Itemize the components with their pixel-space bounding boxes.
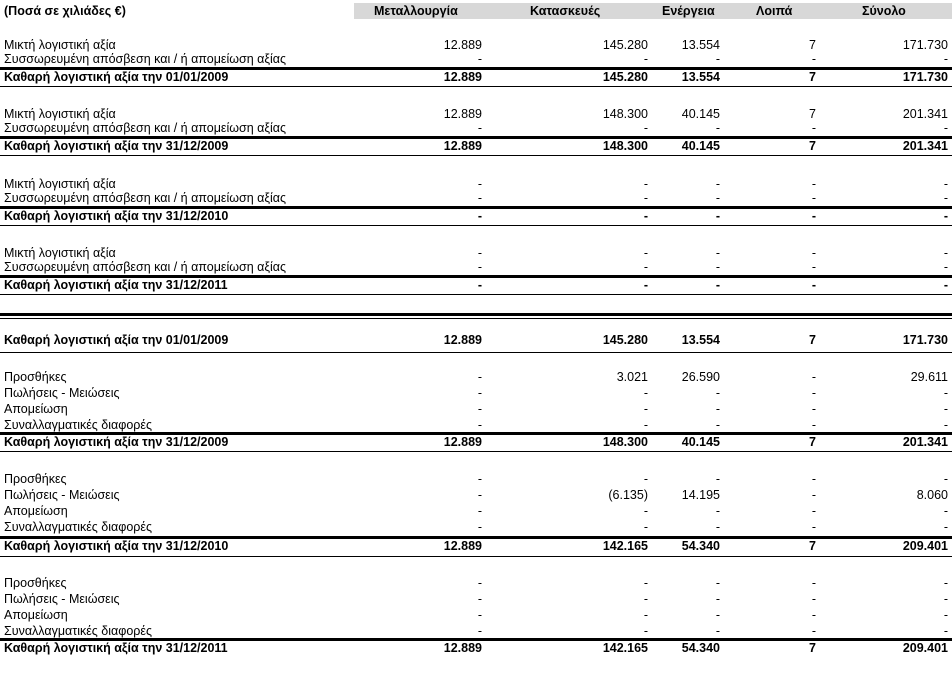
row-label: Πωλήσεις - Μειώσεις (4, 488, 120, 502)
rule-thin (0, 86, 952, 87)
cell-construction: - (643, 52, 648, 66)
table-row (0, 246, 952, 261)
cell-other: - (811, 504, 816, 518)
row-label: Απομείωση (4, 504, 68, 518)
rule-thin (0, 352, 952, 353)
cell-construction: - (643, 624, 648, 638)
cell-construction: - (643, 386, 648, 400)
cell-metallurgy: - (477, 386, 482, 400)
cell-energy: - (715, 260, 720, 274)
cell-metallurgy: - (477, 52, 482, 66)
cell-energy: 40.145 (681, 435, 720, 449)
cell-metallurgy: - (477, 624, 482, 638)
cell-construction: - (643, 472, 648, 486)
rule-thin (0, 155, 952, 156)
cell-construction: (6.135) (608, 488, 648, 502)
cell-metallurgy: 12.889 (443, 333, 482, 347)
cell-energy: - (715, 576, 720, 590)
cell-metallurgy: - (477, 576, 482, 590)
cell-total: - (943, 386, 948, 400)
cell-metallurgy: 12.889 (443, 539, 482, 553)
cell-energy: - (715, 418, 720, 432)
cell-metallurgy: - (477, 592, 482, 606)
cell-other: - (811, 121, 816, 135)
row-label: Πωλήσεις - Μειώσεις (4, 386, 120, 400)
table-row (0, 370, 952, 385)
table-row (0, 418, 952, 433)
row-label: Προσθήκες (4, 576, 67, 590)
cell-other: - (811, 209, 816, 223)
table-row-total (0, 539, 952, 554)
cell-other: - (811, 608, 816, 622)
cell-total: 29.611 (910, 370, 948, 384)
cell-construction: - (643, 260, 648, 274)
cell-energy: - (715, 121, 720, 135)
cell-total: - (943, 608, 948, 622)
cell-construction: - (643, 278, 648, 292)
cell-other: - (811, 488, 816, 502)
column-header-energy: Ενέργεια (662, 4, 715, 18)
table-row (0, 121, 952, 136)
table-row (0, 520, 952, 535)
cell-construction: - (643, 592, 648, 606)
cell-other: - (811, 386, 816, 400)
cell-total: - (943, 52, 948, 66)
rule-thick (0, 536, 952, 539)
cell-total: 171.730 (902, 333, 948, 347)
column-header-total: Σύνολο (862, 4, 906, 18)
row-label: Συσσωρευμένη απόσβεση και / ή απομείωση αξίας (4, 260, 287, 274)
cell-metallurgy: 12.889 (443, 641, 482, 655)
cell-other: - (811, 418, 816, 432)
cell-other: 7 (809, 641, 816, 655)
cell-metallurgy: - (477, 121, 482, 135)
cell-metallurgy: - (477, 608, 482, 622)
row-label: Καθαρή λογιστική αξία την 01/01/2009 (4, 70, 229, 84)
rule-thin (0, 451, 952, 452)
table-row (0, 488, 952, 503)
cell-energy: 54.340 (681, 641, 720, 655)
cell-total: - (943, 402, 948, 416)
row-label: Προσθήκες (4, 472, 67, 486)
cell-total: - (943, 576, 948, 590)
cell-construction: - (643, 402, 648, 416)
table-row (0, 592, 952, 607)
cell-metallurgy: - (477, 504, 482, 518)
row-label: Συναλλαγματικές διαφορές (4, 624, 153, 638)
column-header-bar (354, 3, 952, 19)
cell-total: - (943, 418, 948, 432)
cell-energy: - (715, 177, 720, 191)
column-header-other: Λοιπά (756, 4, 793, 18)
cell-total: 209.401 (902, 641, 948, 655)
cell-other: - (811, 246, 816, 260)
table-row-total (0, 333, 952, 348)
row-label: Μικτή λογιστική αξία (4, 177, 116, 191)
table-row-total (0, 641, 952, 656)
rule-thick (0, 313, 952, 316)
rule-thick (0, 638, 952, 641)
row-label: Μικτή λογιστική αξία (4, 38, 116, 52)
cell-construction: 145.280 (602, 70, 648, 84)
cell-total: 171.730 (902, 70, 948, 84)
cell-other: - (811, 520, 816, 534)
cell-other: - (811, 370, 816, 384)
cell-total: - (943, 260, 948, 274)
cell-other: 7 (809, 107, 816, 121)
cell-construction: 3.021 (616, 370, 648, 384)
cell-metallurgy: - (477, 209, 482, 223)
row-label: Καθαρή λογιστική αξία την 31/12/2009 (4, 435, 229, 449)
table-row (0, 472, 952, 487)
cell-construction: - (643, 418, 648, 432)
cell-other: - (811, 576, 816, 590)
cell-energy: 13.554 (681, 333, 720, 347)
row-label: Μικτή λογιστική αξία (4, 107, 116, 121)
cell-construction: 145.280 (602, 333, 648, 347)
cell-other: - (811, 278, 816, 292)
cell-other: - (811, 52, 816, 66)
column-header-construction: Κατασκευές (530, 4, 601, 18)
cell-energy: 14.195 (681, 488, 720, 502)
cell-metallurgy: - (477, 370, 482, 384)
cell-energy: 13.554 (681, 70, 720, 84)
cell-energy: - (715, 592, 720, 606)
cell-total: 209.401 (902, 539, 948, 553)
row-label: Καθαρή λογιστική αξία την 31/12/2009 (4, 139, 229, 153)
row-label: Πωλήσεις - Μειώσεις (4, 592, 120, 606)
table-row (0, 38, 952, 53)
cell-other: 7 (809, 139, 816, 153)
cell-metallurgy: - (477, 191, 482, 205)
cell-other: 7 (809, 539, 816, 553)
cell-other: 7 (809, 435, 816, 449)
rule-thick (0, 136, 952, 139)
cell-total: 201.341 (902, 139, 948, 153)
table-row (0, 608, 952, 623)
row-label: Καθαρή λογιστική αξία την 01/01/2009 (4, 333, 229, 347)
cell-energy: - (715, 278, 720, 292)
cell-energy: - (715, 246, 720, 260)
cell-construction: - (643, 576, 648, 590)
cell-construction: - (643, 504, 648, 518)
column-header-metallurgy: Μεταλλουργία (374, 4, 458, 18)
rule-thick (0, 275, 952, 278)
cell-metallurgy: - (477, 278, 482, 292)
cell-metallurgy: - (477, 246, 482, 260)
cell-metallurgy: 12.889 (443, 435, 482, 449)
row-label: Απομείωση (4, 402, 68, 416)
cell-total: - (943, 472, 948, 486)
cell-energy: 40.145 (681, 139, 720, 153)
cell-metallurgy: 12.889 (443, 38, 482, 52)
cell-construction: - (643, 608, 648, 622)
cell-total: - (943, 520, 948, 534)
cell-other: 7 (809, 70, 816, 84)
cell-total: - (943, 191, 948, 205)
row-label: Συσσωρευμένη απόσβεση και / ή απομείωση αξίας (4, 121, 287, 135)
rule-thin (0, 556, 952, 557)
cell-metallurgy: 12.889 (443, 70, 482, 84)
row-label: Καθαρή λογιστική αξία την 31/12/2010 (4, 209, 229, 223)
row-label: Προσθήκες (4, 370, 67, 384)
row-label: Καθαρή λογιστική αξία την 31/12/2011 (4, 278, 228, 292)
row-label: Συναλλαγματικές διαφορές (4, 418, 153, 432)
table-row (0, 402, 952, 417)
cell-energy: 40.145 (681, 107, 720, 121)
cell-other: 7 (809, 38, 816, 52)
cell-energy: - (715, 386, 720, 400)
cell-construction: 148.300 (602, 139, 648, 153)
cell-total: - (943, 246, 948, 260)
cell-other: - (811, 191, 816, 205)
table-row (0, 52, 952, 67)
cell-energy: - (715, 191, 720, 205)
table-row (0, 576, 952, 591)
cell-other: - (811, 624, 816, 638)
cell-total: - (943, 209, 948, 223)
cell-metallurgy: - (477, 418, 482, 432)
cell-construction: - (643, 191, 648, 205)
cell-total: - (943, 504, 948, 518)
cell-metallurgy: 12.889 (443, 139, 482, 153)
cell-construction: - (643, 121, 648, 135)
cell-other: - (811, 472, 816, 486)
table-row-total (0, 278, 952, 293)
cell-energy: - (715, 402, 720, 416)
cell-energy: 13.554 (681, 38, 720, 52)
row-label: Απομείωση (4, 608, 68, 622)
cell-construction: - (643, 520, 648, 534)
table-row-total (0, 435, 952, 450)
row-label: Καθαρή λογιστική αξία την 31/12/2011 (4, 641, 228, 655)
table-title: (Ποσά σε χιλιάδες €) (4, 4, 126, 18)
table-row (0, 260, 952, 275)
table-row-total (0, 70, 952, 85)
cell-construction: 145.280 (602, 38, 648, 52)
cell-total: - (943, 624, 948, 638)
cell-energy: - (715, 209, 720, 223)
cell-other: 7 (809, 333, 816, 347)
rule-thick (0, 432, 952, 435)
cell-total: 171.730 (902, 38, 948, 52)
rule-thick (0, 67, 952, 70)
cell-construction: - (643, 246, 648, 260)
cell-construction: - (643, 209, 648, 223)
row-label: Συσσωρευμένη απόσβεση και / ή απομείωση αξίας (4, 191, 287, 205)
table-row (0, 191, 952, 206)
cell-energy: 54.340 (681, 539, 720, 553)
cell-total: 201.341 (902, 107, 948, 121)
table-row (0, 107, 952, 122)
rule-thin (0, 294, 952, 295)
cell-construction: - (643, 177, 648, 191)
cell-total: 201.341 (902, 435, 948, 449)
cell-energy: 26.590 (681, 370, 720, 384)
cell-total: - (943, 177, 948, 191)
cell-construction: 148.300 (602, 107, 648, 121)
cell-metallurgy: - (477, 520, 482, 534)
cell-construction: 142.165 (602, 539, 648, 553)
cell-total: - (943, 278, 948, 292)
rule-thin (0, 318, 952, 319)
cell-energy: - (715, 472, 720, 486)
cell-other: - (811, 402, 816, 416)
rule-thin (0, 225, 952, 226)
cell-other: - (811, 260, 816, 274)
table-row (0, 386, 952, 401)
cell-metallurgy: - (477, 260, 482, 274)
row-label: Μικτή λογιστική αξία (4, 246, 116, 260)
cell-metallurgy: - (477, 488, 482, 502)
cell-metallurgy: - (477, 177, 482, 191)
cell-total: 8.060 (916, 488, 948, 502)
row-label: Καθαρή λογιστική αξία την 31/12/2010 (4, 539, 229, 553)
cell-energy: - (715, 608, 720, 622)
cell-construction: 142.165 (602, 641, 648, 655)
cell-total: - (943, 121, 948, 135)
table-row-total (0, 139, 952, 154)
table-row-total (0, 209, 952, 224)
cell-total: - (943, 592, 948, 606)
table-row (0, 624, 952, 639)
cell-energy: - (715, 520, 720, 534)
table-row (0, 504, 952, 519)
rule-thick (0, 206, 952, 209)
cell-metallurgy: 12.889 (443, 107, 482, 121)
row-label: Συναλλαγματικές διαφορές (4, 520, 153, 534)
cell-metallurgy: - (477, 402, 482, 416)
cell-other: - (811, 177, 816, 191)
cell-energy: - (715, 504, 720, 518)
row-label: Συσσωρευμένη απόσβεση και / ή απομείωση αξίας (4, 52, 287, 66)
cell-construction: 148.300 (602, 435, 648, 449)
cell-energy: - (715, 52, 720, 66)
cell-other: - (811, 592, 816, 606)
table-row (0, 177, 952, 192)
cell-metallurgy: - (477, 472, 482, 486)
cell-energy: - (715, 624, 720, 638)
